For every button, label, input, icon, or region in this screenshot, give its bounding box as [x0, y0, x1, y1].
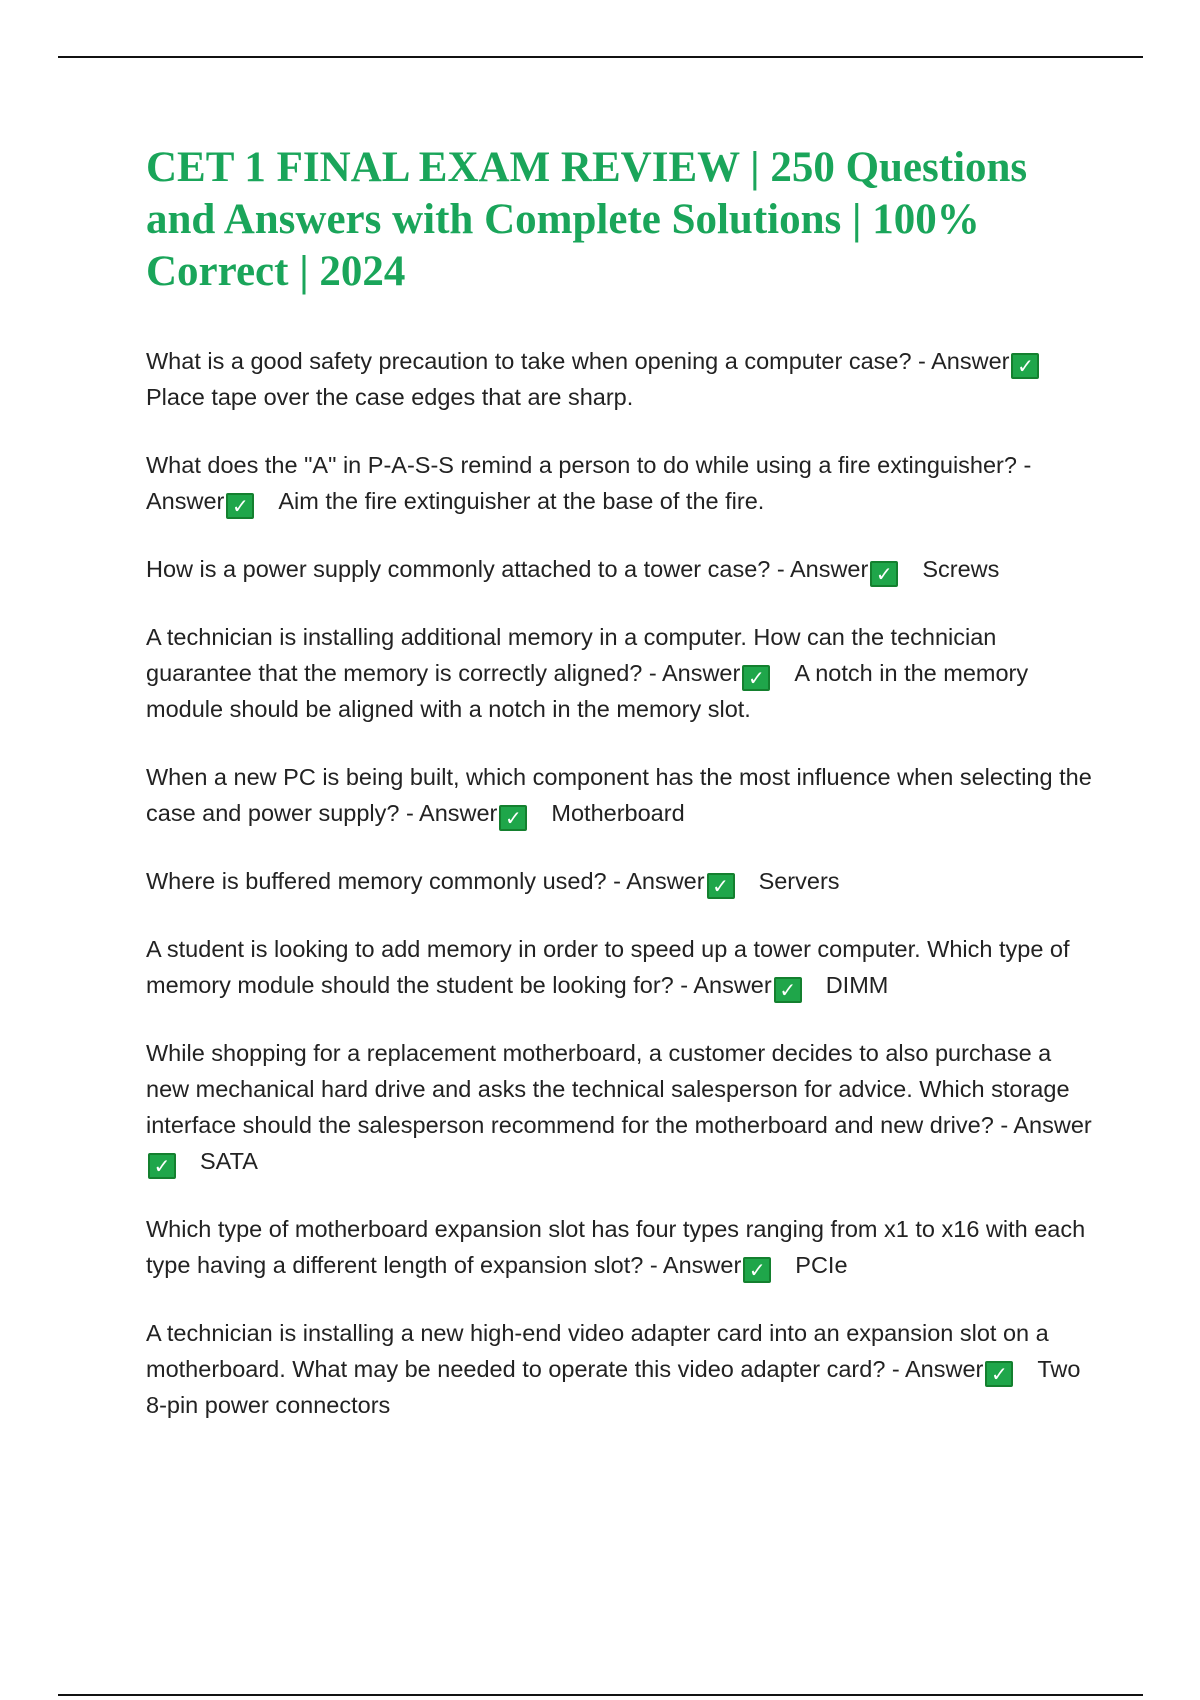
qa-item [146, 759, 1096, 831]
qa-item [146, 619, 1096, 727]
qa-list [146, 343, 1096, 1423]
question-text: While shopping for a replacement motherboard, a customer decides to also purchase a new mechanical hard drive and asks the technical salesperson for advice. Which storage interface should the salesperson recommend for the motherboard and new drive? - Answer [146, 1040, 1092, 1138]
green-check-box-icon: ✓ [742, 665, 770, 691]
question-text: How is a power supply commonly attached to a tower case? - Answer [146, 556, 869, 582]
qa-item [146, 1035, 1096, 1179]
answer-text: Place tape over the case edges that are sharp. [146, 384, 634, 410]
answer-text: Servers [758, 868, 840, 894]
qa-item [146, 551, 1096, 587]
qa-item [146, 931, 1096, 1003]
question-text: A student is looking to add memory in order to speed up a tower computer. Which type of memory module should the student be looking for? - Answer [146, 936, 1070, 998]
green-check-box-icon: ✓ [743, 1257, 771, 1283]
qa-item [146, 1211, 1096, 1283]
green-check-box-icon: ✓ [499, 805, 527, 831]
question-text: What does the "A" in P-A-S-S remind a person to do while using a fire extinguisher? - Answer [146, 452, 1032, 514]
answer-text: Motherboard [551, 800, 685, 826]
qa-item [146, 447, 1096, 519]
qa-item [146, 1315, 1096, 1423]
answer-text: PCIe [795, 1252, 848, 1278]
qa-item [146, 863, 1096, 899]
green-check-box-icon: ✓ [148, 1153, 176, 1179]
qa-item [146, 343, 1096, 415]
green-check-box-icon: ✓ [774, 977, 802, 1003]
question-text: A technician is installing additional memory in a computer. How can the technician guarantee that the memory is correctly aligned? - Answer [146, 624, 997, 686]
question-text: Where is buffered memory commonly used? - Answer [146, 868, 705, 894]
green-check-box-icon: ✓ [1011, 353, 1039, 379]
answer-text: Screws [922, 556, 1000, 582]
answer-text: DIMM [825, 972, 889, 998]
page-title: CET 1 FINAL EXAM REVIEW | 250 Questions and Answers with Complete Solutions | 100% Correct | 2024 [146, 144, 1028, 295]
top-rule [58, 56, 1143, 58]
answer-text: A notch in the memory module should be aligned with a notch in the memory slot. [146, 660, 1029, 722]
bottom-rule [58, 1694, 1143, 1696]
question-text: Which type of motherboard expansion slot has four types ranging from x1 to x16 with each type having a different length of expansion slot? - Answer [146, 1216, 1086, 1278]
green-check-box-icon: ✓ [707, 873, 735, 899]
document-body [146, 142, 1096, 1455]
green-check-box-icon: ✓ [870, 561, 898, 587]
answer-text: Aim the fire extinguisher at the base of the fire. [278, 488, 765, 514]
answer-text: Two 8-pin power connectors [146, 1356, 1081, 1418]
question-text: When a new PC is being built, which component has the most influence when selecting the case and power supply? - Answer [146, 764, 1092, 826]
green-check-box-icon: ✓ [226, 493, 254, 519]
answer-text: SATA [200, 1148, 258, 1174]
green-check-box-icon: ✓ [985, 1361, 1013, 1387]
question-text: What is a good safety precaution to take when opening a computer case? - Answer [146, 348, 1010, 374]
question-text: A technician is installing a new high-end video adapter card into an expansion slot on a motherboard. What may be needed to operate this video adapter card? - Answer [146, 1320, 1049, 1382]
